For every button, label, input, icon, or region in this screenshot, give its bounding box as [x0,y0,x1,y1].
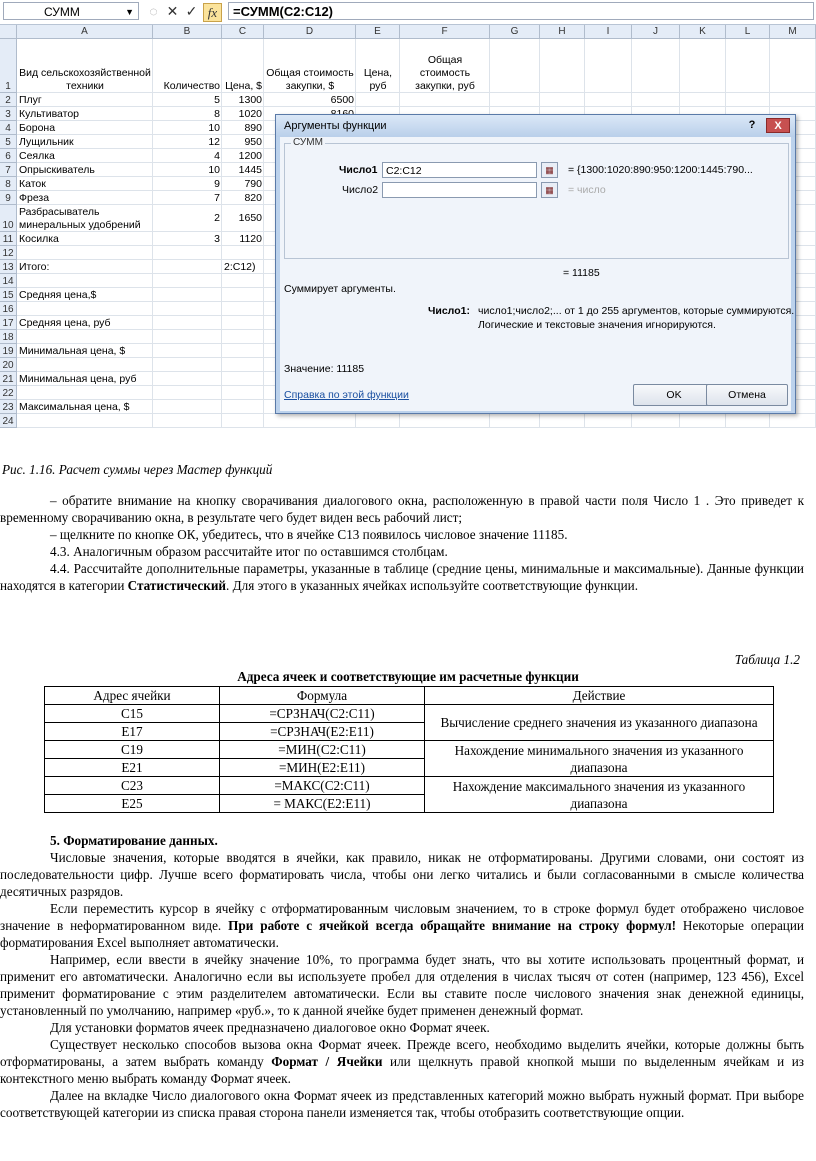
cell[interactable]: 790 [244,178,262,190]
table-cell: =МИН(C2:C11) [220,741,425,759]
table-title: Адреса ячеек и соответствующие им расчетные функции [237,669,579,684]
formula-bar [0,0,816,25]
table-cell: =МАКС(C2:C11) [220,777,425,795]
cell[interactable]: Общая стоимость закупки, $ [266,67,354,92]
cell[interactable]: Минимальная цена, руб [19,373,137,385]
row-header[interactable]: 16 [0,302,17,316]
cell[interactable]: Каток [19,178,46,190]
cell[interactable]: 10 [208,164,220,176]
instructions [0,492,804,594]
cell[interactable]: 3 [214,233,220,245]
arg-description: число1;число2;... от 1 до 255 аргументов, которые суммируются. [478,305,795,317]
cell[interactable]: 1120 [239,233,262,245]
cell[interactable]: 4 [214,150,220,162]
cell[interactable]: 8 [214,108,220,120]
column-header[interactable]: I [585,25,632,39]
collapse-dialog-icon[interactable]: ▦ [541,162,558,178]
table-cell: E21 [45,759,220,777]
table-cell: E25 [45,795,220,813]
paragraph: Числовые значения, которые вводятся в ячейки, как правило, никак не отформатированы. Другими словами, они состоят из последовательности цифр. Лучше всего форматировать числа, чтобы они легко читались и были согласованными в смысле количества десятичных разрядов. [0,850,804,899]
collapse-dialog-icon[interactable]: ▦ [541,182,558,198]
cancel-icon[interactable]: ✕ [166,3,179,19]
cell[interactable]: 9 [214,178,220,190]
column-header[interactable]: C [222,25,264,39]
cell[interactable]: 1300 [238,94,262,106]
table-cell: Нахождение минимального значения из указанного диапазона [425,741,774,777]
cell[interactable]: 12 [208,136,220,148]
cell[interactable]: Лущильник [19,136,74,148]
function-group [284,137,789,259]
gridline [17,427,816,428]
cell[interactable]: Максимальная цена, $ [19,401,130,413]
row-header[interactable]: 4 [0,121,17,135]
row-header[interactable]: 7 [0,163,17,177]
figure-caption: Рис. 1.16. Расчет суммы через Мастер функций [2,462,273,477]
table-cell: Вычисление среднего значения из указанного диапазона [425,705,774,741]
row-header[interactable]: 23 [0,400,17,414]
row-header[interactable]: 15 [0,288,17,302]
cell[interactable]: Количество [163,80,220,92]
cell[interactable]: Цена, руб [363,67,393,92]
column-header[interactable]: K [680,25,726,39]
cell[interactable]: Косилка [19,233,59,245]
circle-icon: ◌ [149,3,158,19]
arg2-label: Число2 [342,184,379,196]
table-cell: =СРЗНАЧ(E2:E11) [220,723,425,741]
cell[interactable]: 6500 [330,94,354,106]
cell[interactable]: 2:C12) [224,261,256,273]
table-row [45,705,774,723]
arg1-result: = {1300:1020:890:950:1200:1445:790... [568,164,753,176]
check-icon[interactable]: ✓ [185,3,198,19]
paragraph: – обратите внимание на кнопку сворачивания диалогового окна, расположенную в правой части поля Число 1 . Это приведет к временному сворачиванию окна, в результате чего будет виден весь рабочий лист; [0,493,804,525]
paragraph: – щелкните по кнопке ОК, убедитесь, что в ячейке С13 появилось числовое значение 11185. [50,527,568,542]
column-header[interactable]: A [17,25,153,39]
row-header[interactable]: 5 [0,135,17,149]
row-header[interactable]: 21 [0,372,17,386]
paragraph: Далее на вкладке Число диалогового окна Формат ячеек из представленных категорий можно выбрать нужный формат. При выборе соответствующей категории из списка правая сторона панели изменяется так, чтобы отобразить соответствующие опции. [0,1088,804,1120]
cell[interactable]: Средняя цена,$ [19,289,97,301]
arg2-result: = число [568,184,606,196]
column-header[interactable]: B [153,25,222,39]
cell[interactable]: 5 [214,94,220,106]
table-cell: = МАКС(E2:E11) [220,795,425,813]
row-header[interactable]: 18 [0,330,17,344]
row-header[interactable]: 3 [0,107,17,121]
cell[interactable]: 7 [214,192,220,204]
cell[interactable]: 1650 [238,212,262,224]
table-cell: =СРЗНАЧ(C2:C11) [220,705,425,723]
ok-button[interactable]: OK [633,384,715,406]
table-row [45,741,774,759]
column-header[interactable]: D [264,25,356,39]
cell[interactable]: 820 [244,192,262,204]
cell[interactable]: Плуг [19,94,42,106]
row-header[interactable]: 1 [0,39,17,93]
table-number: Таблица 1.2 [734,652,800,667]
table-cell: C23 [45,777,220,795]
cell[interactable]: 1020 [238,108,262,120]
cell[interactable]: Борона [19,122,56,134]
paragraph: Для установки форматов ячеек предназначено диалоговое окно Формат ячеек. [50,1020,490,1035]
close-icon[interactable]: X [766,118,790,133]
arg1-input[interactable]: C2:C12 [382,162,537,178]
table-cell: =МИН(E2:E11) [220,759,425,777]
row-header[interactable]: 19 [0,344,17,358]
column-header[interactable]: L [726,25,770,39]
row-header[interactable]: 14 [0,274,17,288]
name-box[interactable]: СУММ ▼ [3,2,139,20]
section-5 [0,832,804,1121]
table-cell: C15 [45,705,220,723]
paragraph: Существует несколько способов вызова окна Формат ячеек. Прежде всего, необходимо выделить ячейки, которые должны быть отформатированы, а затем выбрать команду Формат / Ячейки или щелкнуть правой кнопкой мыши по выделенным ячейкам и из контекстного меню выбрать команду Формат ячеек. [0,1037,804,1086]
cell[interactable]: Разбрасыватель минеральных удобрений [19,206,141,231]
table-row [45,777,774,795]
help-link[interactable]: Справка по этой функции [284,389,409,401]
column-header[interactable]: G [490,25,540,39]
column-header[interactable]: E [356,25,400,39]
column-header[interactable]: F [400,25,490,39]
table-header: Адрес ячейки [45,687,220,705]
row-header[interactable]: 2 [0,93,17,107]
insert-function-icon[interactable]: fx [203,3,222,22]
table-header-row [45,687,774,705]
cell[interactable]: 2 [214,212,220,224]
table-cell: C19 [45,741,220,759]
arg2-input[interactable] [382,182,537,198]
table-cell: Нахождение максимального значения из указанного диапазона [425,777,774,813]
paragraph-4-4: 4.4. Рассчитайте дополнительные параметры, указанные в таблице (средние цены, минимальные и максимальные). Данные функции находятся в категории Статистический. Для этого в указанных ячейках используйте соответствующие функции. [0,561,804,593]
row-header[interactable]: 11 [0,232,17,246]
table-header: Формула [220,687,425,705]
cell[interactable]: Минимальная цена, $ [19,345,126,357]
dialog-body [280,137,795,411]
section-title: 5. Форматирование данных. [50,833,218,848]
column-header[interactable]: M [770,25,816,39]
cell[interactable]: Фреза [19,192,50,204]
cell[interactable]: Средняя цена, руб [19,317,111,329]
excel-screenshot [0,0,816,428]
arg-description-label: Число1: [428,305,470,317]
paragraph: Например, если ввести в ячейку значение 10%, то программа будет знать, что вы хотите использовать процентный формат, и применит его автоматически. Аналогично если вы используете пробел для отделения в числах тысяч от сотен (например, 123 456), Excel применит форматирование с этим разделителем автоматически. Если вы ставите после числового значения знак денежной единицы, установленный по умолчанию, например «руб.», то к данной ячейке будет применен денежный формат. [0,952,804,1018]
arg1-label: Число1 [339,164,378,176]
dialog-title: Аргументы функции ? X [276,115,795,137]
row-header[interactable]: 12 [0,246,17,260]
chevron-down-icon[interactable]: ▼ [125,7,134,17]
value-line: Значение: 11185 [284,363,365,375]
cell[interactable]: Культиватор [19,108,80,120]
cell[interactable]: Цена, $ [225,80,262,92]
row-header[interactable]: 6 [0,149,17,163]
row-header[interactable]: 22 [0,386,17,400]
cell[interactable]: 1200 [238,150,262,162]
arg-description-2: Логические и текстовые значения игнорируются. [478,319,716,331]
row-header[interactable]: 9 [0,191,17,205]
cell[interactable]: 950 [244,136,262,148]
paragraph: Если переместить курсор в ячейку с отформатированным числовым значением, то в строке формул будет отображено числовое значение в неформатированном виде. При работе с ячейкой всегда обращайте внимание на строку формул! Некоторые операции форматирования Excel выполняет автоматически. [0,901,804,950]
column-header[interactable]: J [632,25,680,39]
row-header[interactable]: 17 [0,316,17,330]
functions-table [44,686,774,813]
cell[interactable]: 10 [208,122,220,134]
select-all-corner[interactable] [0,25,17,39]
row-header[interactable]: 10 [0,205,17,232]
function-description: Суммирует аргументы. [284,283,396,295]
cell[interactable]: 1445 [238,164,262,176]
column-header[interactable]: H [540,25,585,39]
cell[interactable]: Вид сельскохозяйственной техники [19,67,151,92]
row-header[interactable]: 24 [0,414,17,428]
row-header[interactable]: 20 [0,358,17,372]
cell[interactable]: Опрыскиватель [19,164,95,176]
total-result: = 11185 [563,267,600,279]
cancel-button[interactable]: Отмена [706,384,788,406]
table-cell: E17 [45,723,220,741]
cell[interactable]: Общая стоимость закупки, руб [415,54,475,92]
paragraph: 4.3. Аналогичным образом рассчитайте итог по оставшимся столбцам. [50,544,448,559]
row-header[interactable]: 13 [0,260,17,274]
table-header: Действие [425,687,774,705]
cell[interactable]: 890 [244,122,262,134]
row-header[interactable]: 8 [0,177,17,191]
help-icon[interactable]: ? [748,119,756,131]
formula-input[interactable]: =СУММ(С2:С12) [228,2,814,20]
function-name: СУММ [293,137,323,148]
cell[interactable]: Сеялка [19,150,55,162]
function-arguments-dialog [275,114,796,414]
cell[interactable]: Итого: [19,261,50,273]
